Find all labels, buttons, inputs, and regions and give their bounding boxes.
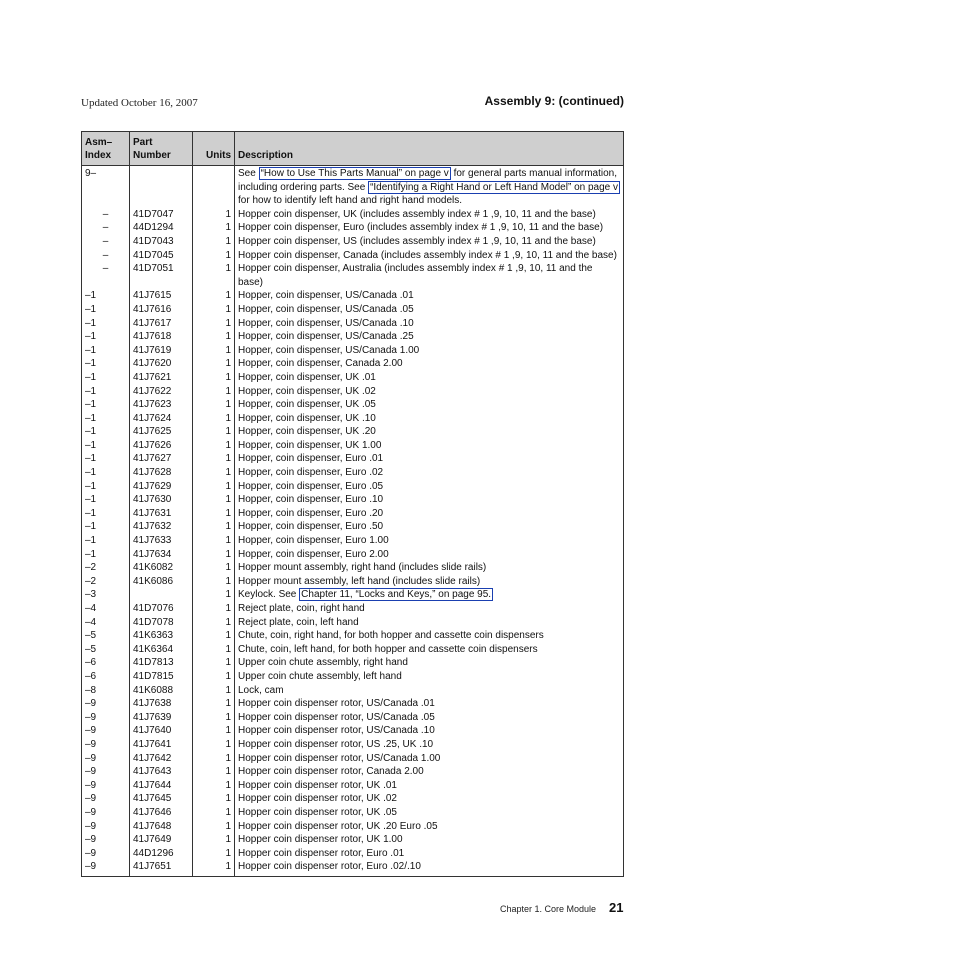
units: 1 <box>193 534 235 548</box>
asm-index: –9 <box>82 860 130 876</box>
units: 1 <box>193 765 235 779</box>
table-row <box>82 371 624 385</box>
table-row <box>82 670 624 684</box>
part-number <box>130 166 193 208</box>
section-title: Assembly 9: (continued) <box>484 94 624 108</box>
units: 1 <box>193 779 235 793</box>
description: Hopper, coin dispenser, Euro .02 <box>235 466 624 480</box>
units: 1 <box>193 439 235 453</box>
table-row <box>82 860 624 876</box>
table-row <box>82 779 624 793</box>
table-row <box>82 425 624 439</box>
description: Hopper, coin dispenser, UK .01 <box>235 371 624 385</box>
description: Hopper, coin dispenser, UK .02 <box>235 385 624 399</box>
table-row <box>82 466 624 480</box>
part-number: 41J7619 <box>130 344 193 358</box>
table-row <box>82 507 624 521</box>
part-number: 41J7651 <box>130 860 193 876</box>
description: Hopper, coin dispenser, US/Canada .01 <box>235 289 624 303</box>
asm-index: –1 <box>82 330 130 344</box>
description: Hopper, coin dispenser, Euro .50 <box>235 520 624 534</box>
table-row <box>82 833 624 847</box>
part-number: 41J7630 <box>130 493 193 507</box>
asm-index: –1 <box>82 317 130 331</box>
units: 1 <box>193 452 235 466</box>
table-row <box>82 289 624 303</box>
units: 1 <box>193 711 235 725</box>
asm-index: –1 <box>82 520 130 534</box>
description: Hopper, coin dispenser, Euro .10 <box>235 493 624 507</box>
asm-index: 9– <box>82 166 130 208</box>
table-row <box>82 806 624 820</box>
asm-index: –9 <box>82 792 130 806</box>
asm-index: –9 <box>82 847 130 861</box>
units: 1 <box>193 724 235 738</box>
table-row <box>82 221 624 235</box>
table-row <box>82 452 624 466</box>
units: 1 <box>193 752 235 766</box>
part-number: 41K6364 <box>130 643 193 657</box>
asm-index: –1 <box>82 548 130 562</box>
description: Keylock. See Chapter 11, “Locks and Keys,” on page 95. <box>235 588 624 602</box>
asm-index: – <box>82 221 130 235</box>
description: Hopper coin dispenser rotor, Canada 2.00 <box>235 765 624 779</box>
units: 1 <box>193 656 235 670</box>
asm-index: –1 <box>82 493 130 507</box>
table-row <box>82 765 624 779</box>
description: Hopper coin dispenser rotor, Euro .02/.10 <box>235 860 624 876</box>
units: 1 <box>193 847 235 861</box>
table-row <box>82 303 624 317</box>
asm-index: –1 <box>82 507 130 521</box>
table-row <box>82 344 624 358</box>
description: Hopper, coin dispenser, US/Canada 1.00 <box>235 344 624 358</box>
asm-index: –1 <box>82 439 130 453</box>
description: Hopper coin dispenser rotor, UK .05 <box>235 806 624 820</box>
table-row <box>82 792 624 806</box>
table-row <box>82 493 624 507</box>
table-row <box>82 561 624 575</box>
description: Hopper coin dispenser rotor, Euro .01 <box>235 847 624 861</box>
part-number: 41D7043 <box>130 235 193 249</box>
units: 1 <box>193 575 235 589</box>
asm-index: –9 <box>82 724 130 738</box>
asm-index: –5 <box>82 629 130 643</box>
asm-index: –1 <box>82 371 130 385</box>
description: Upper coin chute assembly, left hand <box>235 670 624 684</box>
asm-index: –9 <box>82 765 130 779</box>
units: 1 <box>193 493 235 507</box>
units: 1 <box>193 208 235 222</box>
part-number: 41K6082 <box>130 561 193 575</box>
description: Hopper coin dispenser rotor, US/Canada .01 <box>235 697 624 711</box>
parts-table <box>81 131 624 877</box>
asm-index: –9 <box>82 752 130 766</box>
part-number: 41J7649 <box>130 833 193 847</box>
asm-index: –1 <box>82 385 130 399</box>
description: Hopper coin dispenser, UK (includes assembly index # 1 ,9, 10, 11 and the base) <box>235 208 624 222</box>
part-number: 41J7629 <box>130 480 193 494</box>
part-number: 41J7633 <box>130 534 193 548</box>
asm-index: –1 <box>82 344 130 358</box>
description: Hopper coin dispenser, US (includes assembly index # 1 ,9, 10, 11 and the base) <box>235 235 624 249</box>
asm-index: –9 <box>82 697 130 711</box>
table-row <box>82 317 624 331</box>
description: Reject plate, coin, left hand <box>235 616 624 630</box>
units: 1 <box>193 684 235 698</box>
description: Upper coin chute assembly, right hand <box>235 656 624 670</box>
description: Hopper, coin dispenser, Euro .01 <box>235 452 624 466</box>
part-number: 41D7078 <box>130 616 193 630</box>
part-number: 41J7628 <box>130 466 193 480</box>
description: Hopper, coin dispenser, Canada 2.00 <box>235 357 624 371</box>
header-asm-index: Asm– Index <box>82 132 130 166</box>
part-number: 41J7648 <box>130 820 193 834</box>
description: See “How to Use This Parts Manual” on page v for general parts manual information, including ordering parts. See “Identifying a Right Hand or Left Hand Model” on page v for how to identify left hand and right hand models. <box>235 166 624 208</box>
asm-index: –9 <box>82 806 130 820</box>
part-number: 41K6086 <box>130 575 193 589</box>
updated-date: Updated October 16, 2007 <box>81 97 198 109</box>
units: 1 <box>193 303 235 317</box>
asm-index: –9 <box>82 779 130 793</box>
description: Reject plate, coin, right hand <box>235 602 624 616</box>
part-number: 41J7617 <box>130 317 193 331</box>
table-row <box>82 330 624 344</box>
table-row <box>82 629 624 643</box>
link-locks-and-keys[interactable]: Chapter 11, “Locks and Keys,” on page 95. <box>301 589 492 601</box>
part-number: 41J7622 <box>130 385 193 399</box>
table-row <box>82 643 624 657</box>
units: 1 <box>193 425 235 439</box>
description: Hopper coin dispenser rotor, UK .20 Euro .05 <box>235 820 624 834</box>
part-number: 41J7641 <box>130 738 193 752</box>
asm-index: –9 <box>82 738 130 752</box>
table-row <box>82 711 624 725</box>
units: 1 <box>193 357 235 371</box>
asm-index: –9 <box>82 820 130 834</box>
units: 1 <box>193 221 235 235</box>
table-row <box>82 548 624 562</box>
part-number: 44D1296 <box>130 847 193 861</box>
part-number: 44D1294 <box>130 221 193 235</box>
part-number: 41J7643 <box>130 765 193 779</box>
description: Hopper, coin dispenser, UK .05 <box>235 398 624 412</box>
part-number: 41J7638 <box>130 697 193 711</box>
part-number: 41J7618 <box>130 330 193 344</box>
units: 1 <box>193 697 235 711</box>
units: 1 <box>193 371 235 385</box>
table-row <box>82 398 624 412</box>
units: 1 <box>193 507 235 521</box>
table-row <box>82 684 624 698</box>
units: 1 <box>193 860 235 876</box>
units: 1 <box>193 398 235 412</box>
part-number: 41J7642 <box>130 752 193 766</box>
units: 1 <box>193 629 235 643</box>
header-part-number: Part Number <box>130 132 193 166</box>
part-number: 41D7051 <box>130 262 193 289</box>
footer-chapter: Chapter 1. Core Module <box>500 904 597 914</box>
part-number: 41D7813 <box>130 656 193 670</box>
units: 1 <box>193 833 235 847</box>
description: Chute, coin, left hand, for both hopper and cassette coin dispensers <box>235 643 624 657</box>
asm-index: – <box>82 262 130 289</box>
table-row <box>82 847 624 861</box>
asm-index: –6 <box>82 670 130 684</box>
header-description: Description <box>235 132 624 166</box>
description: Hopper, coin dispenser, Euro 1.00 <box>235 534 624 548</box>
part-number: 41D7815 <box>130 670 193 684</box>
description: Chute, coin, right hand, for both hopper and cassette coin dispensers <box>235 629 624 643</box>
units: 1 <box>193 466 235 480</box>
part-number: 41D7047 <box>130 208 193 222</box>
table-row <box>82 412 624 426</box>
table-row <box>82 738 624 752</box>
part-number: 41D7045 <box>130 249 193 263</box>
table-row <box>82 480 624 494</box>
units <box>193 166 235 208</box>
units: 1 <box>193 480 235 494</box>
link-identifying-hand-model[interactable]: “Identifying a Right Hand or Left Hand Model” on page v <box>370 181 619 193</box>
table-row <box>82 602 624 616</box>
table-row <box>82 820 624 834</box>
description: Hopper coin dispenser rotor, US/Canada .10 <box>235 724 624 738</box>
description: Hopper coin dispenser, Australia (includes assembly index # 1 ,9, 10, 11 and the base) <box>235 262 624 289</box>
asm-index: – <box>82 235 130 249</box>
asm-index: –1 <box>82 466 130 480</box>
table-row <box>82 385 624 399</box>
units: 1 <box>193 806 235 820</box>
asm-index: –2 <box>82 561 130 575</box>
table-row <box>82 656 624 670</box>
part-number: 41J7631 <box>130 507 193 521</box>
description: Hopper mount assembly, left hand (includes slide rails) <box>235 575 624 589</box>
asm-index: –6 <box>82 656 130 670</box>
units: 1 <box>193 670 235 684</box>
part-number: 41J7627 <box>130 452 193 466</box>
part-number: 41J7616 <box>130 303 193 317</box>
asm-index: –1 <box>82 480 130 494</box>
units: 1 <box>193 289 235 303</box>
link-how-to-use-parts-manual[interactable]: “How to Use This Parts Manual” on page v <box>260 168 449 179</box>
table-row <box>82 235 624 249</box>
units: 1 <box>193 738 235 752</box>
table-row <box>82 575 624 589</box>
units: 1 <box>193 820 235 834</box>
part-number: 41J7625 <box>130 425 193 439</box>
asm-index: –1 <box>82 303 130 317</box>
units: 1 <box>193 249 235 263</box>
asm-index: – <box>82 208 130 222</box>
table-row <box>82 752 624 766</box>
description: Hopper, coin dispenser, Euro .20 <box>235 507 624 521</box>
description: Hopper coin dispenser, Canada (includes assembly index # 1 ,9, 10, 11 and the base) <box>235 249 624 263</box>
asm-index: –8 <box>82 684 130 698</box>
asm-index: –4 <box>82 602 130 616</box>
part-number: 41J7620 <box>130 357 193 371</box>
asm-index: –4 <box>82 616 130 630</box>
table-row <box>82 439 624 453</box>
units: 1 <box>193 602 235 616</box>
table-row <box>82 724 624 738</box>
units: 1 <box>193 792 235 806</box>
part-number: 41J7646 <box>130 806 193 820</box>
asm-index: –1 <box>82 412 130 426</box>
description: Hopper coin dispenser, Euro (includes assembly index # 1 ,9, 10, 11 and the base) <box>235 221 624 235</box>
description: Hopper coin dispenser rotor, UK .02 <box>235 792 624 806</box>
units: 1 <box>193 412 235 426</box>
table-row <box>82 534 624 548</box>
units: 1 <box>193 548 235 562</box>
table-row <box>82 262 624 289</box>
asm-index: –9 <box>82 711 130 725</box>
description: Hopper, coin dispenser, UK .10 <box>235 412 624 426</box>
description: Hopper, coin dispenser, US/Canada .10 <box>235 317 624 331</box>
part-number: 41J7621 <box>130 371 193 385</box>
part-number: 41J7645 <box>130 792 193 806</box>
table-row <box>82 249 624 263</box>
part-number: 41J7623 <box>130 398 193 412</box>
asm-index: –1 <box>82 534 130 548</box>
units: 1 <box>193 520 235 534</box>
units: 1 <box>193 317 235 331</box>
part-number: 41K6088 <box>130 684 193 698</box>
description: Lock, cam <box>235 684 624 698</box>
units: 1 <box>193 616 235 630</box>
asm-index: – <box>82 249 130 263</box>
description: Hopper, coin dispenser, UK .20 <box>235 425 624 439</box>
units: 1 <box>193 235 235 249</box>
part-number <box>130 588 193 602</box>
units: 1 <box>193 385 235 399</box>
description: Hopper mount assembly, right hand (includes slide rails) <box>235 561 624 575</box>
part-number: 41K6363 <box>130 629 193 643</box>
table-row-intro <box>82 166 624 208</box>
asm-index: –2 <box>82 575 130 589</box>
part-number: 41J7624 <box>130 412 193 426</box>
part-number: 41J7615 <box>130 289 193 303</box>
part-number: 41J7626 <box>130 439 193 453</box>
description: Hopper, coin dispenser, US/Canada .05 <box>235 303 624 317</box>
table-row <box>82 520 624 534</box>
page-number: 21 <box>609 900 624 915</box>
part-number: 41J7634 <box>130 548 193 562</box>
table-row <box>82 208 624 222</box>
description: Hopper, coin dispenser, UK 1.00 <box>235 439 624 453</box>
units: 1 <box>193 262 235 289</box>
part-number: 41J7644 <box>130 779 193 793</box>
part-number: 41J7639 <box>130 711 193 725</box>
asm-index: –1 <box>82 398 130 412</box>
units: 1 <box>193 561 235 575</box>
asm-index: –1 <box>82 289 130 303</box>
description: Hopper coin dispenser rotor, US .25, UK .10 <box>235 738 624 752</box>
asm-index: –1 <box>82 357 130 371</box>
units: 1 <box>193 344 235 358</box>
units: 1 <box>193 330 235 344</box>
table-row <box>82 357 624 371</box>
units: 1 <box>193 588 235 602</box>
description: Hopper coin dispenser rotor, UK .01 <box>235 779 624 793</box>
table-row <box>82 616 624 630</box>
asm-index: –5 <box>82 643 130 657</box>
header-units: Units <box>193 132 235 166</box>
asm-index: –1 <box>82 452 130 466</box>
description: Hopper coin dispenser rotor, US/Canada .05 <box>235 711 624 725</box>
description: Hopper, coin dispenser, Euro .05 <box>235 480 624 494</box>
asm-index: –1 <box>82 425 130 439</box>
part-number: 41D7076 <box>130 602 193 616</box>
description: Hopper coin dispenser rotor, US/Canada 1.00 <box>235 752 624 766</box>
asm-index: –3 <box>82 588 130 602</box>
asm-index: –9 <box>82 833 130 847</box>
table-row <box>82 697 624 711</box>
table-header-row <box>82 132 624 166</box>
table-row-keylock <box>82 588 624 602</box>
description: Hopper, coin dispenser, US/Canada .25 <box>235 330 624 344</box>
description: Hopper, coin dispenser, Euro 2.00 <box>235 548 624 562</box>
units: 1 <box>193 643 235 657</box>
part-number: 41J7632 <box>130 520 193 534</box>
part-number: 41J7640 <box>130 724 193 738</box>
description: Hopper coin dispenser rotor, UK 1.00 <box>235 833 624 847</box>
